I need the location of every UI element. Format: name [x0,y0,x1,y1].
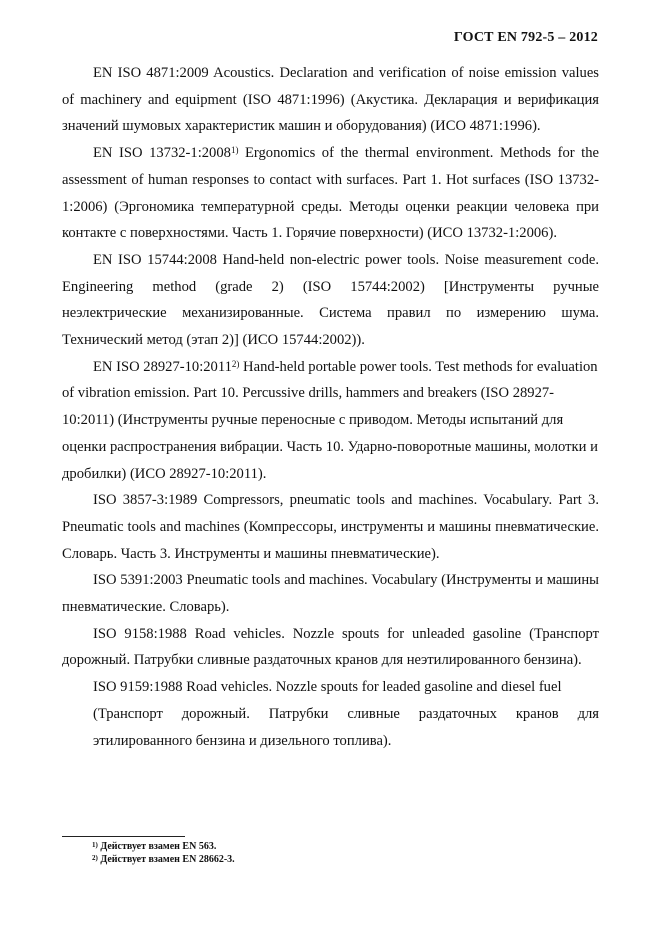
reference-title: Hand-held portable power tools. Test methods for evaluation of vibration emission. Part 10. Percussive drills, hammers and breakers (ISO 28927-10:2011) (Инструменты ручные переносные с приводом. Методы испытаний для оценки распространения вибрации. Часть 10. Ударно-поворотные машины, молотки и дробилки) (ИСО 28927-10:2011). [62,358,598,482]
reference-iso-9158: ISO 9158:1988 Road vehicles. Nozzle spouts for unleaded gasoline (Транспорт дорожный. Патрубки сливные раздаточных кранов для неэтилированного бензина). [62,625,599,669]
reference-en-iso-28927-10 [62,354,599,488]
reference-iso-5391: ISO 5391:2003 Pneumatic tools and machines. Vocabulary (Инструменты и машины пневматические. Словарь). [62,572,599,616]
reference-iso-3857-3: ISO 3857-3:1989 Compressors, pneumatic tools and machines. Vocabulary. Part 3. Pneumatic tools and machines (Компрессоры, инструменты и машины пневматические. Словарь. Часть 3. Инструменты и машины пневматические). [62,492,599,562]
footnote-1-text: Действует взамен EN 563. [100,841,217,852]
reference-en-iso-4871: EN ISO 4871:2009 Acoustics. Declaration and verification of noise emission values of machinery and equipment (ISO 4871:1996) (Акустика. Декларация и верификация значений шумовых характеристик машин и оборудования) (ИСО 4871:1996). [62,65,599,135]
footnote-separator [62,836,185,837]
reference-continuation: (Транспорт дорожный. Патрубки сливные раздаточных кранов для этилированного бензина и дизельного топлива). [93,705,599,749]
reference-iso-9159 [62,674,599,754]
footnote-2-text: Действует взамен EN 28662-3. [100,854,235,865]
reference-title: Ergonomics of the thermal environment. Methods for the assessment of human responses to contact with surfaces. Part 1. Hot surfaces (ISO 13732-1:2006) (Эргономика температурной среды. Методы оценки реакции человека при контакте с поверхностями. Часть 1. Горячие поверхности) (ИСО 13732-1:2006). [62,145,599,242]
footnote-2 [92,853,235,866]
footnote-1-mark: 1) [92,841,98,849]
reference-en-iso-15744: EN ISO 15744:2008 Hand-held non-electric power tools. Noise measurement code. Engineering method (grade 2) (ISO 15744:2002) [Инструменты ручные неэлектрические механизированные. Система правил по измерению шума. Технический метод (этап 2)] (ИСО 15744:2002)). [62,251,599,349]
document-header: ГОСТ EN 792-5 – 2012 [453,30,598,45]
footnote-1 [92,840,235,853]
reference-designation: EN ISO 28927-10:2011 [93,358,232,375]
reference-first-line: ISO 9159:1988 Road vehicles. Nozzle spouts for leaded gasoline and diesel fuel [93,679,562,696]
footnote-mark-1: 1) [230,145,239,156]
footnote-2-mark: 2) [92,854,98,862]
footnote-mark-2: 2) [231,358,240,369]
normative-references-list [62,60,599,754]
reference-designation: EN ISO 13732-1:2008 [93,145,231,162]
reference-en-iso-13732-1 [62,140,599,247]
footnotes [92,840,235,866]
